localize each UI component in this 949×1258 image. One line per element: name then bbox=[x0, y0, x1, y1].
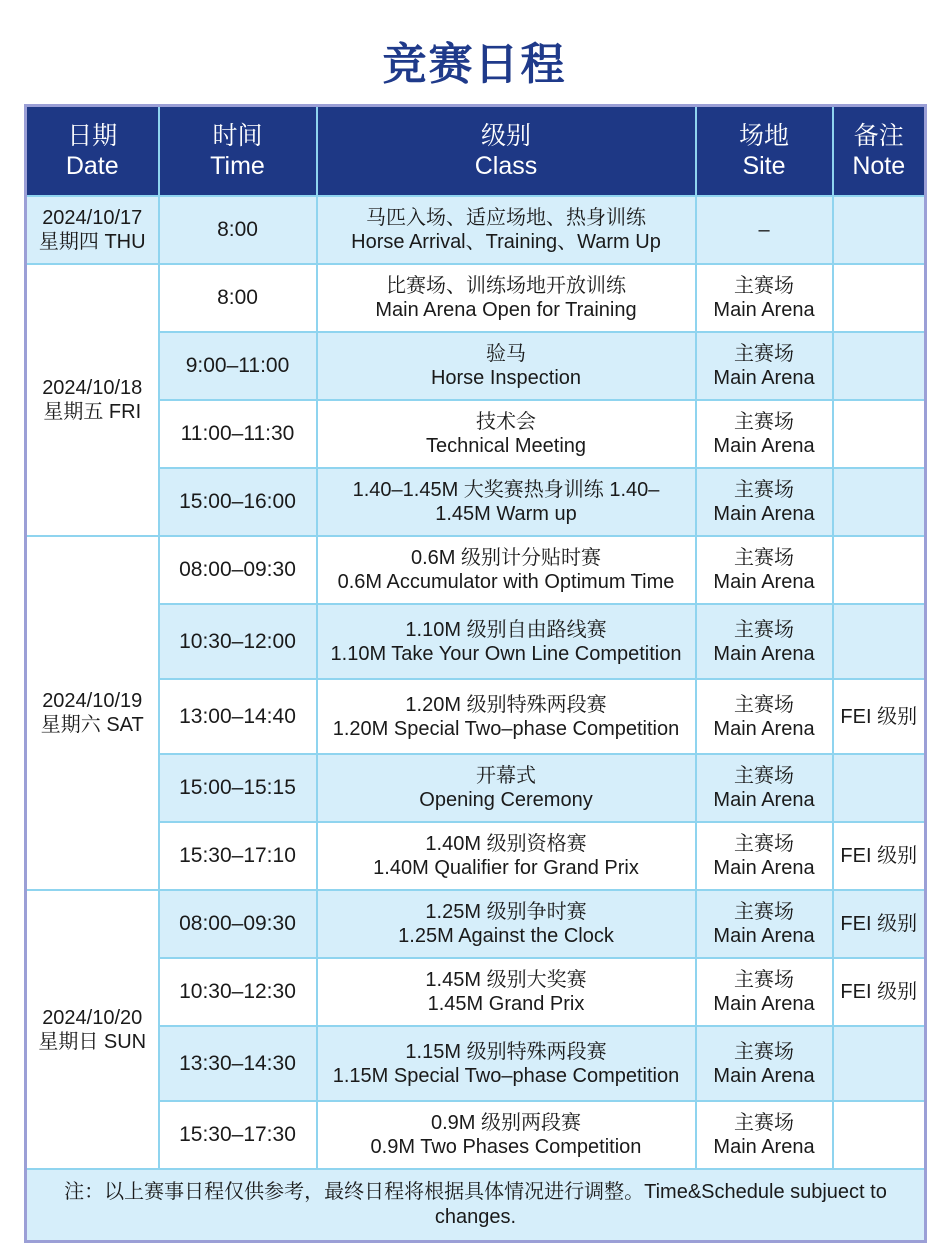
class-en: 1.25M Against the Clock bbox=[398, 925, 614, 947]
class-cell bbox=[317, 1026, 696, 1101]
class-en: Main Arena Open for Training bbox=[375, 299, 637, 321]
note-cell bbox=[833, 604, 926, 679]
site-en: Main Arena bbox=[713, 1136, 815, 1158]
time-cell bbox=[159, 604, 317, 679]
class-zh: 1.45M 级别大奖赛 bbox=[425, 969, 587, 991]
weekday-value: 星期日 SUN bbox=[38, 1030, 147, 1053]
site-en: Main Arena bbox=[713, 571, 815, 593]
schedule-row bbox=[26, 1026, 926, 1101]
time-cell bbox=[159, 536, 317, 604]
schedule-row bbox=[26, 196, 926, 264]
header-time-en: Time bbox=[210, 152, 265, 180]
schedule-row bbox=[26, 679, 926, 754]
site-zh: 主赛场 bbox=[734, 969, 794, 991]
site-zh: 主赛场 bbox=[734, 1112, 794, 1134]
note-value: FEI 级别 bbox=[840, 981, 918, 1003]
site-zh: – bbox=[758, 219, 770, 241]
site-cell bbox=[696, 1101, 833, 1169]
class-cell bbox=[317, 679, 696, 754]
time-value: 15:00–16:00 bbox=[179, 490, 296, 513]
class-cell bbox=[317, 536, 696, 604]
class-zh: 技术会 bbox=[476, 411, 536, 433]
time-value: 15:30–17:10 bbox=[179, 844, 296, 867]
time-value: 10:30–12:30 bbox=[179, 980, 296, 1003]
header-row bbox=[26, 106, 926, 197]
class-zh: 1.40–1.45M 大奖赛热身训练 1.40– bbox=[352, 479, 660, 501]
footer-row bbox=[26, 1169, 926, 1242]
class-cell bbox=[317, 604, 696, 679]
time-value: 8:00 bbox=[217, 286, 258, 309]
site-zh: 主赛场 bbox=[734, 833, 794, 855]
class-en: Horse Inspection bbox=[430, 367, 582, 389]
site-en: Main Arena bbox=[713, 789, 815, 811]
site-zh: 主赛场 bbox=[734, 693, 794, 716]
note-cell bbox=[833, 332, 926, 400]
site-en: Main Arena bbox=[713, 642, 815, 665]
class-en: 1.20M Special Two–phase Competition bbox=[332, 717, 680, 740]
header-site-zh: 场地 bbox=[738, 122, 789, 150]
class-en: 1.10M Take Your Own Line Competition bbox=[330, 642, 682, 665]
date-cell bbox=[26, 536, 159, 890]
class-zh: 1.40M 级别资格赛 bbox=[425, 833, 587, 855]
site-cell bbox=[696, 604, 833, 679]
header-time bbox=[159, 106, 317, 197]
class-cell bbox=[317, 822, 696, 890]
class-cell bbox=[317, 264, 696, 332]
class-cell bbox=[317, 754, 696, 822]
time-cell bbox=[159, 958, 317, 1026]
header-note-zh: 备注 bbox=[853, 122, 904, 150]
note-value: FEI 级别 bbox=[840, 705, 918, 728]
class-cell bbox=[317, 1101, 696, 1169]
time-cell bbox=[159, 1101, 317, 1169]
site-en: Main Arena bbox=[713, 367, 815, 389]
site-cell bbox=[696, 332, 833, 400]
time-value: 15:00–15:15 bbox=[179, 776, 296, 799]
site-cell bbox=[696, 196, 833, 264]
date-value: 2024/10/19 bbox=[42, 690, 143, 712]
site-cell bbox=[696, 1026, 833, 1101]
class-en: 1.40M Qualifier for Grand Prix bbox=[373, 857, 639, 879]
schedule-row bbox=[26, 264, 926, 332]
class-cell bbox=[317, 468, 696, 536]
header-time-zh: 时间 bbox=[212, 122, 263, 150]
note-cell bbox=[833, 1026, 926, 1101]
schedule-row bbox=[26, 604, 926, 679]
time-cell bbox=[159, 754, 317, 822]
schedule-row bbox=[26, 332, 926, 400]
class-en: 0.9M Two Phases Competition bbox=[370, 1136, 642, 1158]
time-value: 15:30–17:30 bbox=[179, 1123, 296, 1146]
note-value: FEI 级别 bbox=[840, 845, 918, 867]
schedule-row bbox=[26, 1101, 926, 1169]
class-zh: 1.20M 级别特殊两段赛 bbox=[405, 693, 607, 716]
schedule-row bbox=[26, 754, 926, 822]
site-en: Main Arena bbox=[713, 435, 815, 457]
class-zh: 1.10M 级别自由路线赛 bbox=[405, 618, 607, 641]
time-cell bbox=[159, 332, 317, 400]
header-date bbox=[26, 106, 159, 197]
date-value: 2024/10/17 bbox=[42, 207, 143, 229]
class-zh: 马匹入场、适应场地、热身训练 bbox=[366, 207, 646, 229]
date-cell bbox=[26, 264, 159, 536]
site-cell bbox=[696, 890, 833, 958]
note-cell bbox=[833, 400, 926, 468]
site-zh: 主赛场 bbox=[734, 901, 794, 923]
time-cell bbox=[159, 679, 317, 754]
time-value: 9:00–11:00 bbox=[185, 354, 290, 377]
time-cell bbox=[159, 400, 317, 468]
time-value: 10:30–12:00 bbox=[179, 629, 296, 653]
note-cell bbox=[833, 754, 926, 822]
time-cell bbox=[159, 1026, 317, 1101]
header-site-en: Site bbox=[742, 152, 786, 180]
class-cell bbox=[317, 332, 696, 400]
time-value: 13:00–14:40 bbox=[179, 704, 296, 728]
header-note-en: Note bbox=[852, 152, 906, 180]
class-en: 1.45M Grand Prix bbox=[427, 993, 585, 1015]
site-cell bbox=[696, 400, 833, 468]
note-cell bbox=[833, 196, 926, 264]
time-value: 13:30–14:30 bbox=[179, 1051, 296, 1075]
site-cell bbox=[696, 754, 833, 822]
site-zh: 主赛场 bbox=[734, 547, 794, 569]
class-zh: 验马 bbox=[486, 343, 526, 365]
class-cell bbox=[317, 400, 696, 468]
date-value: 2024/10/20 bbox=[42, 1006, 143, 1029]
note-cell bbox=[833, 822, 926, 890]
class-zh: 比赛场、训练场地开放训练 bbox=[386, 275, 626, 297]
site-zh: 主赛场 bbox=[734, 411, 794, 433]
date-cell bbox=[26, 196, 159, 264]
site-zh: 主赛场 bbox=[734, 1040, 794, 1063]
schedule-body bbox=[26, 196, 926, 1169]
site-en: Main Arena bbox=[713, 717, 815, 740]
note-value: FEI 级别 bbox=[840, 913, 918, 935]
class-cell bbox=[317, 196, 696, 264]
site-en: Main Arena bbox=[713, 503, 815, 525]
class-cell bbox=[317, 958, 696, 1026]
note-cell bbox=[833, 679, 926, 754]
class-zh: 开幕式 bbox=[476, 765, 536, 787]
class-en: Technical Meeting bbox=[425, 435, 587, 457]
site-cell bbox=[696, 468, 833, 536]
note-cell bbox=[833, 958, 926, 1026]
header-class-en: Class bbox=[474, 152, 538, 180]
class-zh: 1.25M 级别争时赛 bbox=[425, 901, 587, 923]
time-cell bbox=[159, 822, 317, 890]
site-cell bbox=[696, 822, 833, 890]
site-cell bbox=[696, 264, 833, 332]
site-cell bbox=[696, 958, 833, 1026]
schedule-row bbox=[26, 958, 926, 1026]
time-value: 11:00–11:30 bbox=[180, 422, 295, 445]
note-cell bbox=[833, 890, 926, 958]
site-zh: 主赛场 bbox=[734, 343, 794, 365]
date-value: 2024/10/18 bbox=[42, 377, 143, 399]
class-cell bbox=[317, 890, 696, 958]
schedule-row bbox=[26, 400, 926, 468]
time-value: 08:00–09:30 bbox=[179, 912, 296, 935]
weekday-value: 星期五 FRI bbox=[43, 401, 142, 423]
site-cell bbox=[696, 536, 833, 604]
note-cell bbox=[833, 1101, 926, 1169]
site-en: Main Arena bbox=[713, 993, 815, 1015]
class-zh: 0.9M 级别两段赛 bbox=[430, 1112, 582, 1134]
site-en: Main Arena bbox=[713, 299, 815, 321]
time-cell bbox=[159, 468, 317, 536]
weekday-value: 星期四 THU bbox=[38, 231, 146, 253]
header-site bbox=[696, 106, 833, 197]
site-zh: 主赛场 bbox=[734, 618, 794, 641]
note-cell bbox=[833, 468, 926, 536]
note-cell bbox=[833, 264, 926, 332]
header-date-zh: 日期 bbox=[67, 122, 118, 150]
time-value: 08:00–09:30 bbox=[179, 558, 296, 581]
class-zh: 0.6M 级别计分贴时赛 bbox=[410, 547, 602, 569]
date-cell bbox=[26, 890, 159, 1169]
site-cell bbox=[696, 679, 833, 754]
weekday-value: 星期六 SAT bbox=[40, 714, 144, 736]
site-zh: 主赛场 bbox=[734, 479, 794, 501]
header-class-zh: 级别 bbox=[480, 122, 531, 150]
time-cell bbox=[159, 196, 317, 264]
class-en: 1.45M Warm up bbox=[435, 503, 577, 525]
header-class bbox=[317, 106, 696, 197]
class-en: Horse Arrival、Training、Warm Up bbox=[351, 231, 661, 253]
class-en: 0.6M Accumulator with Optimum Time bbox=[337, 571, 675, 593]
site-en: Main Arena bbox=[713, 857, 815, 879]
site-zh: 主赛场 bbox=[734, 275, 794, 297]
class-en: Opening Ceremony bbox=[419, 789, 593, 811]
schedule-row bbox=[26, 536, 926, 604]
schedule-row bbox=[26, 468, 926, 536]
schedule-row bbox=[26, 822, 926, 890]
schedule-row bbox=[26, 890, 926, 958]
class-zh: 1.15M 级别特殊两段赛 bbox=[405, 1040, 607, 1063]
site-en: Main Arena bbox=[713, 1064, 815, 1087]
time-cell bbox=[159, 264, 317, 332]
time-value: 8:00 bbox=[217, 218, 258, 241]
header-note bbox=[833, 106, 926, 197]
footer-note: 注：以上赛事日程仅供参考，最终日程将根据具体情况进行调整。Time&Schedule subjuect to changes. bbox=[26, 1169, 926, 1242]
site-en: Main Arena bbox=[713, 925, 815, 947]
note-cell bbox=[833, 536, 926, 604]
class-en: 1.15M Special Two–phase Competition bbox=[332, 1064, 680, 1087]
site-zh: 主赛场 bbox=[734, 765, 794, 787]
page-title: 竞赛日程 bbox=[382, 39, 567, 90]
header-date-en: Date bbox=[65, 152, 119, 180]
schedule-table bbox=[24, 104, 927, 1243]
time-cell bbox=[159, 890, 317, 958]
